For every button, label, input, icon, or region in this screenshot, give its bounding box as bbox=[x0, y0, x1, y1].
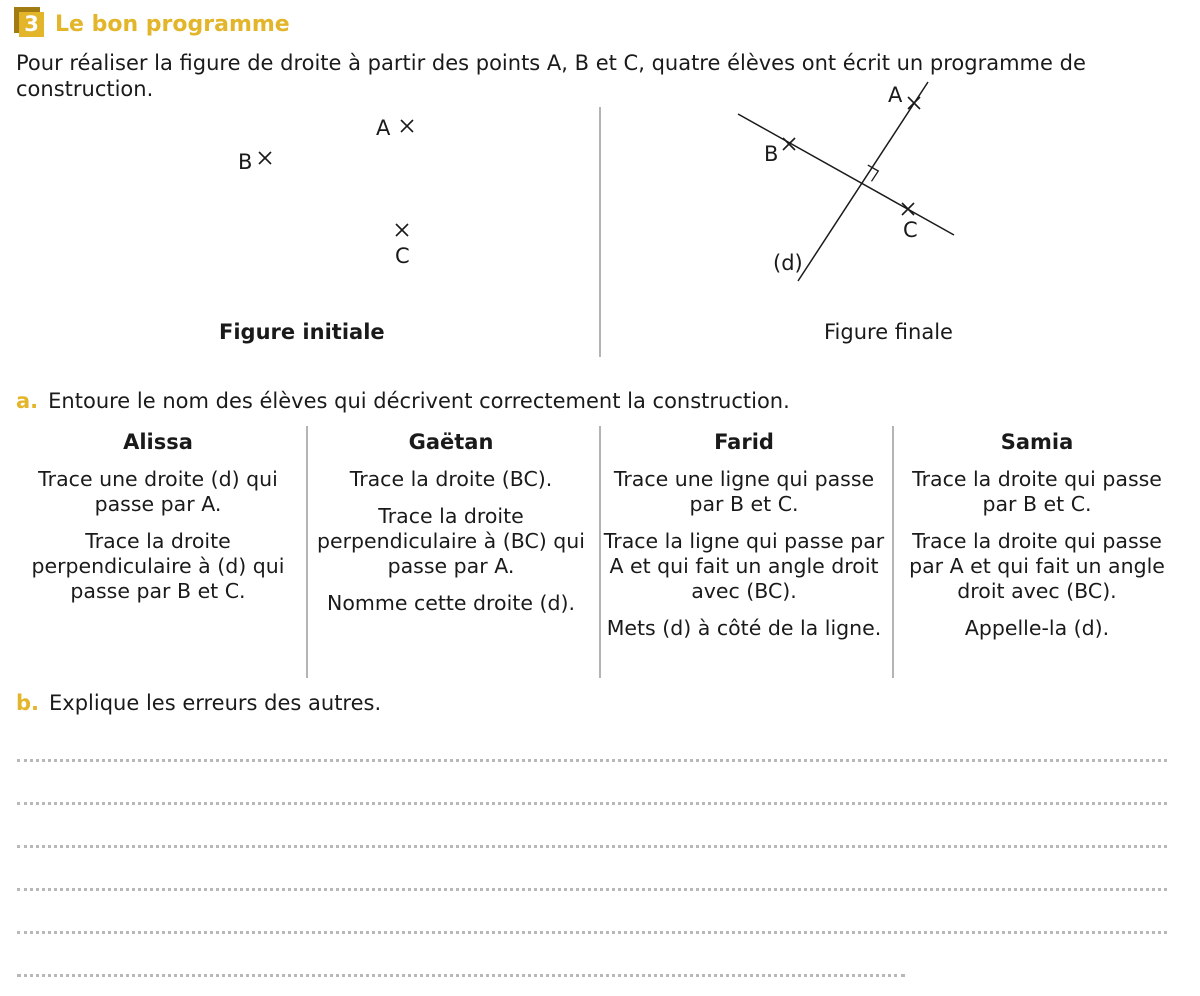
answer-line[interactable] bbox=[17, 974, 905, 977]
question-b-text: Explique les erreurs des autres. bbox=[49, 691, 382, 715]
answer-line[interactable] bbox=[17, 802, 1167, 805]
label-d-final: (d) bbox=[773, 251, 803, 275]
answer-line[interactable] bbox=[17, 888, 1167, 891]
figure-initial-caption: Figure initiale bbox=[219, 320, 385, 344]
student-name[interactable]: Samia bbox=[1000, 430, 1074, 454]
construction-step: Trace une ligne qui passe par B et C. bbox=[613, 467, 875, 516]
point-b-cross bbox=[259, 152, 271, 164]
point-a-cross bbox=[401, 120, 413, 132]
student-column-samia bbox=[892, 430, 1182, 653]
construction-step: Trace la droite qui passe par B et C. bbox=[912, 467, 1162, 516]
line-d bbox=[798, 82, 928, 281]
question-b-letter: b. bbox=[16, 691, 40, 715]
exercise-title: Le bon programme bbox=[55, 12, 290, 37]
label-b-final: B bbox=[764, 142, 779, 166]
label-a-final: A bbox=[888, 83, 903, 107]
construction-step: Trace la ligne qui passe par A et qui fait un angle droit avec (BC). bbox=[603, 529, 885, 603]
construction-step: Trace une droite (d) qui passe par A. bbox=[38, 467, 278, 516]
figure-divider bbox=[599, 107, 601, 357]
exercise-number-badge bbox=[14, 7, 44, 37]
student-column-gaetan bbox=[306, 430, 596, 628]
question-a-letter: a. bbox=[16, 389, 39, 413]
student-name[interactable]: Gaëtan bbox=[408, 430, 494, 454]
point-c-final-cross bbox=[902, 203, 914, 215]
figure-final-caption: Figure finale bbox=[824, 320, 953, 344]
student-name[interactable]: Farid bbox=[714, 430, 774, 454]
construction-step: Mets (d) à côté de la ligne. bbox=[606, 616, 882, 640]
construction-step: Trace la droite (BC). bbox=[349, 467, 553, 491]
label-a-initial: A bbox=[376, 116, 391, 140]
construction-step: Nomme cette droite (d). bbox=[327, 591, 575, 615]
construction-step: Trace la droite perpendiculaire à (d) qui passe par B et C. bbox=[31, 529, 285, 603]
construction-step: Trace la droite perpendiculaire à (BC) qui passe par A. bbox=[316, 504, 585, 578]
point-c-cross bbox=[396, 224, 408, 236]
answer-line[interactable] bbox=[17, 759, 1167, 762]
student-column-farid bbox=[599, 430, 889, 653]
label-b-initial: B bbox=[238, 150, 253, 174]
label-c-final: C bbox=[903, 218, 918, 242]
student-name[interactable]: Alissa bbox=[123, 430, 193, 454]
exercise-intro: Pour réaliser la figure de droite à partir des points A, B et C, quatre élèves ont écrit un programme de construction. bbox=[16, 51, 1086, 101]
construction-step: Appelle-la (d). bbox=[964, 616, 1110, 640]
question-b bbox=[16, 690, 381, 716]
right-angle-mark bbox=[868, 165, 879, 181]
label-c-initial: C bbox=[395, 244, 410, 268]
construction-step: Trace la droite qui passe par A et qui fait un angle droit avec (BC). bbox=[909, 529, 1165, 603]
answer-line[interactable] bbox=[17, 845, 1167, 848]
line-bc bbox=[738, 114, 954, 235]
answer-line[interactable] bbox=[17, 931, 1167, 934]
student-column-alissa bbox=[13, 430, 303, 616]
exercise-number: 3 bbox=[19, 12, 44, 37]
point-b-final-cross bbox=[783, 138, 795, 150]
question-a bbox=[16, 388, 790, 414]
question-a-text: Entoure le nom des élèves qui décrivent correctement la construction. bbox=[48, 389, 790, 413]
